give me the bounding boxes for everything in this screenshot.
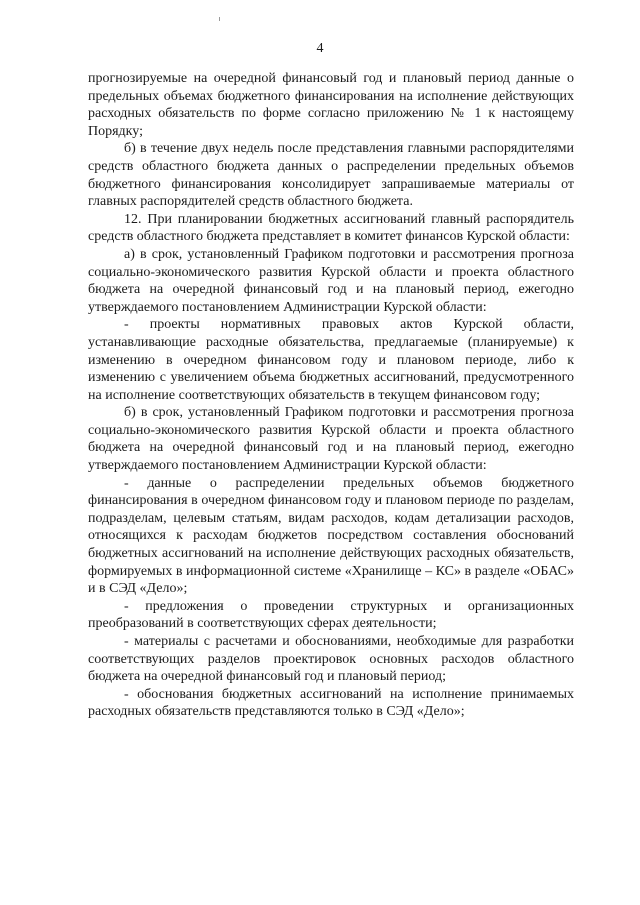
paragraph-bullet-justifications: - обоснования бюджетных ассигнований на исполнение принимаемых расходных обязательств представляются только в СЭД «Дело»; [88,686,574,720]
paragraph-bullet-draft-acts: - проекты нормативных правовых актов Курской области, устанавливающие расходные обязательства, предлагаемые (планируемые) к изменению в очередном финансовом году и плановом периоде, либо к изменению с увеличением объема бюджетных ассигнований, предусмотренного на исполнение соответствующих обязательств в текущем финансовом году; [88,317,574,403]
paragraph-bullet-calculation-materials: - материалы с расчетами и обоснованиями, необходимые для разработки соответствующих разделов проектировок основных расходов областного бюджета на очередной финансовый год и плановый период; [88,634,574,685]
paragraph-item-b-consolidation: б) в течение двух недель после представления главными распорядителями средств областного бюджета данных о распределении предельных объемов бюджетного финансирования консолидирует запрашиваемые материалы от главных распорядителей средств областного бюджета. [88,141,574,210]
paragraph-item-a-deadline: а) в срок, установленный Графиком подготовки и рассмотрения прогноза социально-экономического развития Курской области и проекта областного бюджета на очередной финансовый год и на плановый период, ежегодно утверждаемого постановлением Администрации Курской области: [88,246,574,315]
paragraph-section-12: 12. При планировании бюджетных ассигнований главный распорядитель средств областного бюджета представляет в комитет финансов Курской области: [88,211,574,245]
paragraph-continuation: прогнозируемые на очередной финансовый год и плановый период данные о предельных объемах бюджетного финансирования на исполнение действующих расходных обязательств по форме согласно приложению № 1 к настоящему Порядку; [88,71,574,139]
page-number: 4 [316,41,324,56]
paragraph-bullet-distribution-data: - данные о распределении предельных объемов бюджетного финансирования в очередном финансовом году и плановом периоде по разделам, подразделам, целевым статьям, видам расходов, кодам детализации расходов, относящихся к расходам бюджетов посредством составления обоснований бюджетных ассигнований на исполнение действующих расходных обязательств, формируемых в информационной системе «Хранилище – КС» в разделе «ОБАС» и в СЭД «Дело»; [88,475,574,597]
paragraph-item-b-deadline: б) в срок, установленный Графиком подготовки и рассмотрения прогноза социально-экономического развития Курской области и проекта областного бюджета на очередной финансовый год и на плановый период, ежегодно утверждаемого постановлением Администрации Курской области: [88,405,574,474]
scan-artifact-mark [219,17,220,21]
document-body [88,70,574,721]
paragraph-bullet-restructuring-proposals: - предложения о проведении структурных и организационных преобразований в соответствующих сферах деятельности; [88,598,574,632]
